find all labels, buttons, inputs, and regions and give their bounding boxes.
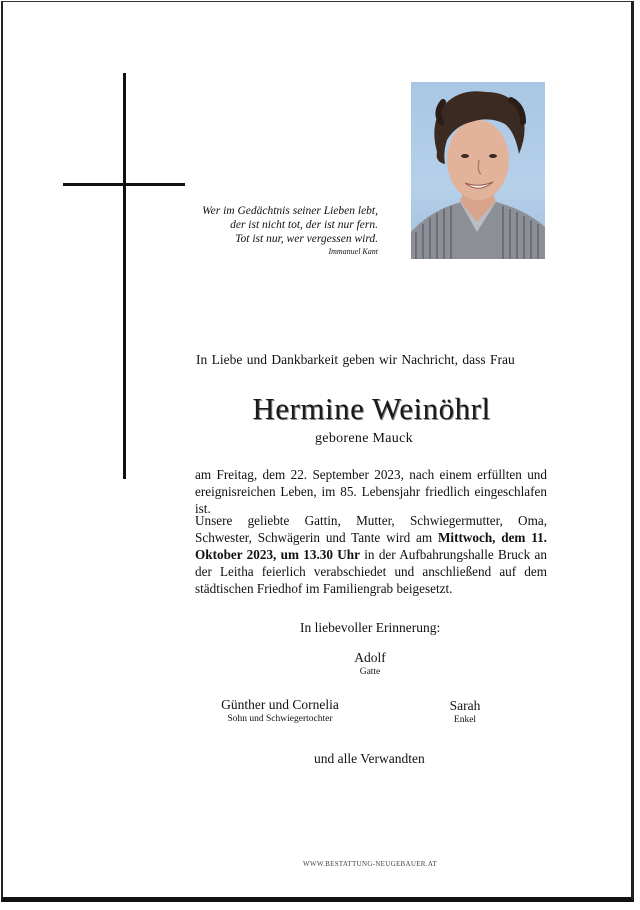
funeral-text-pre: Unsere geliebte Gattin, Mutter, Schwiegermutter, Oma, Schwester, Schwägerin und Tante wird am [195,513,547,545]
portrait-photo [411,82,545,259]
mourners-heading: In liebevoller Erinnerung: [300,620,441,635]
footer-website: WWW.BESTATTUNG-NEUGEBAUER.AT [303,860,437,868]
mourner-relation: Sohn und Schwiegertochter [227,714,333,724]
mourner-name: Adolf [354,650,386,665]
portrait-illustration [411,82,545,259]
mourner-guenther-cornelia [210,697,350,724]
mourner-name: Günther und Cornelia [221,697,339,712]
mourner-sarah [425,698,505,725]
mourner-name: Sarah [449,698,481,713]
quote-author: Immanuel Kant [328,247,378,256]
funeral-date-time: Mittwoch, dem 11. Oktober 2023, um 13.30 Uhr [195,530,547,562]
mourner-adolf [340,650,400,677]
quote-line: Wer im Gedächtnis seiner Lieben lebt, [202,205,378,217]
memorial-quote [158,204,378,257]
birth-name: geborene Mauck [315,431,413,446]
deceased-name: Hermine Weinöhrl [252,391,491,426]
mourner-relation: Gatte [359,667,381,677]
quote-line: Tot ist nur, wer vergessen wird. [235,233,378,245]
mourner-relation: Enkel [453,715,477,725]
funeral-paragraph [195,512,547,597]
mourners-closing: und alle Verwandten [314,751,425,766]
cross-horizontal-bar [63,183,185,186]
quote-line: der ist nicht tot, der ist nur fern. [230,219,378,231]
death-paragraph: am Freitag, dem 22. September 2023, nach einem erfüllten und ereignisreichen Leben, im 85. Lebensjahr friedlich eingeschlafen ist. [195,467,547,516]
funeral-text-post: in der Aufbahrungshalle Bruck an der Leitha feierlich verabschiedet und anschließend auf dem städtischen Friedhof im Familiengrab beigesetzt. [195,547,547,596]
intro-text: In Liebe und Dankbarkeit geben wir Nachricht, dass Frau [196,352,515,367]
